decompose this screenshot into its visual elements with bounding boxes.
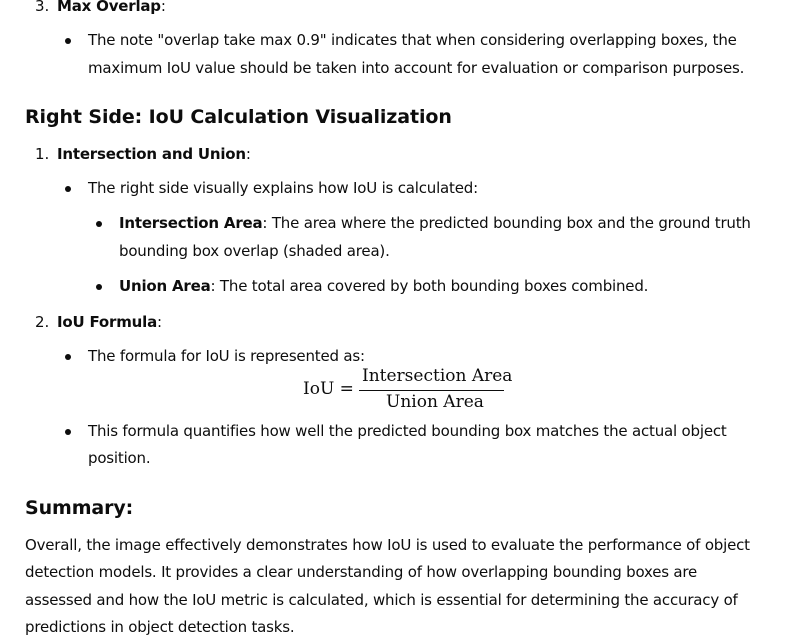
list-item-title [57, 312, 162, 332]
sub-bullet-text: bounding box overlap (shaded area). [119, 242, 390, 260]
summary-heading: Summary: [25, 497, 134, 519]
bullet-text: The note "overlap take max 0.9" indicates that when considering overlapping boxes, the [88, 31, 737, 49]
list-number-2: 2. [35, 313, 50, 331]
bullet-dot [96, 221, 102, 227]
term-definition: : The area where the predicted bounding box and the ground truth [262, 214, 751, 232]
term-union-area: Union Area [119, 277, 211, 295]
list-item-colon: : [160, 0, 166, 15]
bullet-dot [65, 354, 71, 360]
list-number-1: 1. [35, 145, 50, 163]
list-number-3: 3. [35, 0, 50, 15]
term-definition: : The total area covered by both bounding boxes combined. [210, 277, 649, 295]
list-item-title-text: IoU Formula [57, 313, 158, 331]
bullet-text: position. [88, 449, 151, 467]
fraction-bar [359, 390, 504, 391]
summary-text: predictions in object detection tasks. [25, 618, 295, 636]
summary-text: detection models. It provides a clear understanding of how overlapping bounding boxes are [25, 563, 698, 581]
formula-numerator: Intersection Area [362, 366, 513, 386]
bullet-text: The formula for IoU is represented as: [88, 347, 365, 365]
sub-bullet-text [119, 213, 751, 233]
section-heading: Right Side: IoU Calculation Visualization [25, 106, 452, 128]
list-item-title [57, 0, 166, 16]
bullet-dot [96, 284, 102, 290]
bullet-dot [65, 429, 71, 435]
bullet-text: The right side visually explains how IoU is calculated: [88, 179, 478, 197]
bullet-dot [65, 186, 71, 192]
term-intersection-area: Intersection Area [119, 214, 263, 232]
summary-text: assessed and how the IoU metric is calculated, which is essential for determining the accuracy of [25, 591, 738, 609]
list-item-title-text: Max Overlap [57, 0, 161, 15]
formula-denominator: Union Area [386, 392, 484, 412]
formula-lhs: IoU = [303, 379, 354, 399]
list-item-colon: : [157, 313, 162, 331]
summary-text: Overall, the image effectively demonstrates how IoU is used to evaluate the performance of object [25, 536, 750, 554]
bullet-text: maximum IoU value should be taken into account for evaluation or comparison purposes. [88, 59, 745, 77]
bullet-dot [65, 38, 71, 44]
list-item-title [57, 144, 251, 164]
list-item-title-text: Intersection and Union [57, 145, 246, 163]
bullet-text: This formula quantifies how well the predicted bounding box matches the actual object [88, 422, 727, 440]
list-item-colon: : [245, 145, 251, 163]
sub-bullet-text [119, 276, 648, 296]
